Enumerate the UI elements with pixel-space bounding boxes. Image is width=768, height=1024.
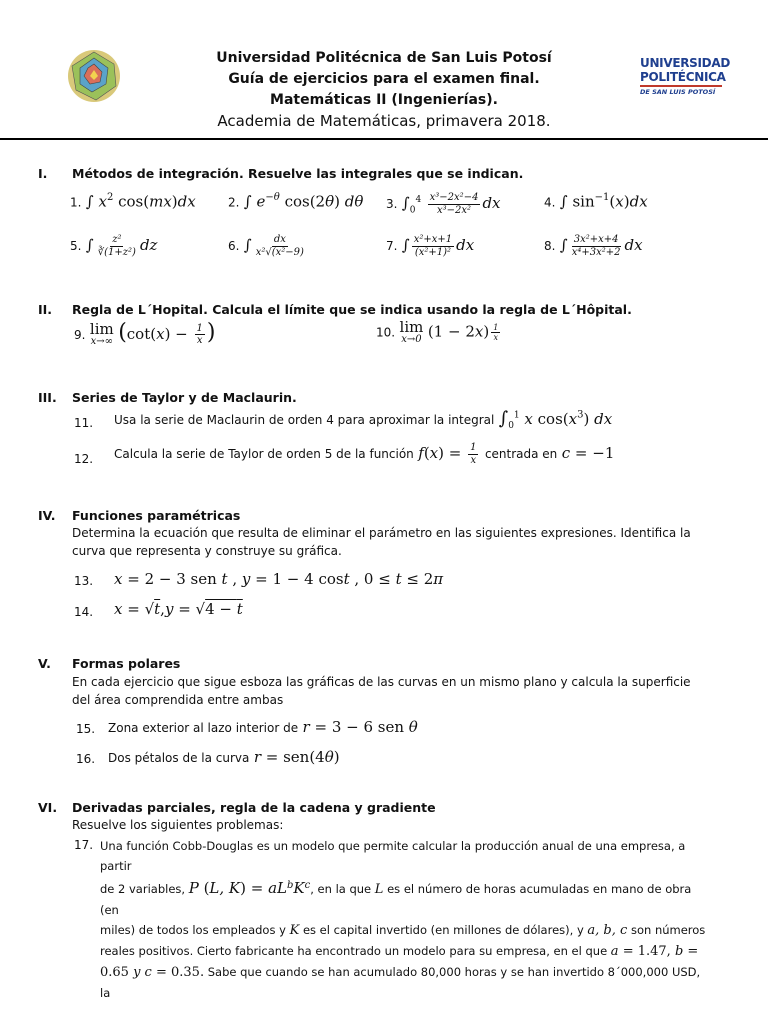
- university-wordmark-logo: [640, 56, 730, 96]
- problem-10: 10. lim x→0 (1 − 2x) $\frac{1}{x}$: [376, 318, 499, 345]
- problem-number: 14.: [74, 605, 94, 619]
- problem-number: 13.: [74, 574, 94, 588]
- problem-17-text: es el capital invertido (en millones de dólares), y: [302, 922, 584, 937]
- section-roman: V.: [38, 656, 51, 671]
- problem-17: Una función Cobb-Douglas es un modelo que permite calcular la producción anual de una empresa, a partir de 2 variables, P (L, $K) = aL^bK^c$, en la que L es el número de horas acumuladas en mano de obra (en miles) de todos los empleados y K es el capital invertido (en millones de dólares), y a, b, c son números reales positivos. Cierto fabricante ha encontrado un modelo para su empresa, en el que a = 1.47, b = 0.65 y c = 0.35. Sabe que cuando se han acumulado 80,000 horas y se han invertido 8´000,000 USD, la: [100, 836, 706, 1003]
- problem-number: 10.: [376, 325, 396, 340]
- problem-5: 5. ∫ $\frac{\text{z²}}{\text{∛(1+z²)}}$ dz: [70, 234, 158, 258]
- section-roman: IV.: [38, 508, 56, 523]
- problem-11: Usa la serie de Maclaurin de orden 4 para aproximar la integral $\int_0^1$ x $\cos(x^3)$ dx: [114, 408, 613, 432]
- problem-number: 2.: [228, 195, 240, 210]
- problem-14: $x = √t,y = √4 - \overline{t}$: [114, 600, 243, 618]
- document-title: Guía de ejercicios para el examen final.: [228, 71, 540, 87]
- university-seal-logo: [66, 48, 122, 104]
- problem-number: 12.: [74, 452, 94, 466]
- problem-8: 8. ∫ $\frac{\text{3x²+x+4}}{\text{x⁴+3x²+2}}$ dx: [544, 234, 643, 258]
- university-name: Universidad Politécnica de San Luis Potosí: [216, 50, 552, 66]
- problem-3: 3. $\int_0^4$ $\frac{\text{x³−2x²−4}}{\text{x³−2x²}}$ dx: [386, 192, 501, 216]
- problem-text: Zona exterior al lazo interior de: [108, 721, 299, 735]
- problem-16: Dos pétalos de la curva r = sen(4θ): [108, 748, 340, 766]
- problem-number: 3.: [386, 197, 398, 212]
- problem-12: Calcula la serie de Taylor de orden 5 de la función f(x) = $\frac{1}{x}$ centrada en c = −1: [114, 442, 615, 466]
- problem-2: 2. ∫ $e^{-\theta}$ cos(2θ) dθ: [228, 192, 364, 211]
- problem-number: 1.: [70, 195, 82, 210]
- problem-number: 9.: [74, 328, 86, 342]
- section-intro: Resuelve los siguientes problemas:: [72, 818, 284, 832]
- problem-number: 6.: [228, 239, 240, 254]
- section-title: Derivadas parciales, regla de la cadena y gradiente: [72, 800, 436, 815]
- academy-semester: Academia de Matemáticas, primavera 2018.: [217, 112, 551, 130]
- section-intro: En cada ejercicio que sigue esboza las gráficas de las curvas en un mismo plano y calcula la superficie del área comprendida entre ambas: [72, 675, 691, 707]
- problem-17-line-1: Una función Cobb-Douglas es un modelo que permite calcular la producción anual de una empresa, a partir: [100, 839, 686, 873]
- problem-17-text: reales positivos. Cierto fabricante ha encontrado un modelo para su empresa, en el que: [100, 943, 608, 958]
- section-title: Regla de L´Hopital. Calcula el límite que se indica usando la regla de L´Hôpital.: [72, 302, 632, 317]
- logo-line-1: UNIVERSIDAD: [640, 56, 730, 70]
- section-roman: I.: [38, 166, 48, 181]
- section-title: Funciones paramétricas: [72, 508, 241, 523]
- section-title: Métodos de integración. Resuelve las integrales que se indican.: [72, 166, 524, 181]
- course-name: Matemáticas II (Ingenierías).: [270, 92, 498, 108]
- problem-number: 7.: [386, 239, 398, 254]
- problem-1: 1. ∫ $x^2$ cos(mx)dx: [70, 192, 196, 211]
- header-divider: [0, 138, 768, 140]
- problem-text: Dos pétalos de la curva: [108, 751, 250, 765]
- section-title: Series de Taylor y de Maclaurin.: [72, 390, 297, 405]
- problem-number: 5.: [70, 239, 82, 254]
- section-roman: II.: [38, 302, 53, 317]
- problem-17-text: son números: [630, 922, 706, 937]
- problem-13: x = 2 − 3 sen t , y = 1 − 4 cost , 0 ≤ t ≤ 2π: [114, 570, 444, 588]
- problem-number: 15.: [76, 722, 96, 736]
- problem-number: 16.: [76, 752, 96, 766]
- problem-7: 7. ∫ $\frac{\text{x²+x+1}}{\text{(x²+1)²}}$ dx: [386, 234, 475, 258]
- problem-text: Calcula la serie de Taylor de orden 5 de la función: [114, 447, 414, 462]
- section-roman: VI.: [38, 800, 58, 815]
- problem-number: 17.: [74, 838, 94, 852]
- problem-9: 9. lim x→∞ (cot(x) − $\frac{1}{x}$ ): [74, 320, 216, 348]
- section-intro: Determina la ecuación que resulta de eliminar el parámetro en las siguientes expresiones. Identifica la curva que representa y construye su gráfica.: [72, 526, 691, 558]
- problem-text: centrada en: [484, 447, 558, 462]
- problem-4: 4. ∫ $\sin^{-1}(x)dx$: [544, 192, 648, 211]
- problem-17-text: es el número de horas acumuladas en mano de obra (en: [100, 881, 692, 917]
- problem-text: Usa la serie de Maclaurin de orden 4 para aproximar la integral: [114, 413, 495, 427]
- problem-15: Zona exterior al lazo interior de r = 3 − 6 sen θ: [108, 718, 418, 736]
- logo-line-2: POLITÉCNICA: [640, 70, 726, 84]
- problem-6: 6. ∫ $\frac{dx}{\text{x²√(x²−9)}}$: [228, 234, 304, 258]
- problem-number: 4.: [544, 195, 556, 210]
- section-roman: III.: [38, 390, 57, 405]
- problem-17-text: Sabe que cuando se han acumulado 80,000 horas y se han invertido 8´000,000 USD, la: [100, 964, 701, 1000]
- problem-number: 8.: [544, 239, 556, 254]
- problem-17-text: de 2 variables,: [100, 881, 186, 896]
- problem-17-text: miles) de todos los empleados y: [100, 922, 286, 937]
- logo-line-3: DE SAN LUIS POTOSÍ: [640, 85, 722, 96]
- section-title: Formas polares: [72, 656, 181, 671]
- problem-number: 11.: [74, 416, 94, 430]
- problem-17-text: , en la que: [310, 881, 372, 896]
